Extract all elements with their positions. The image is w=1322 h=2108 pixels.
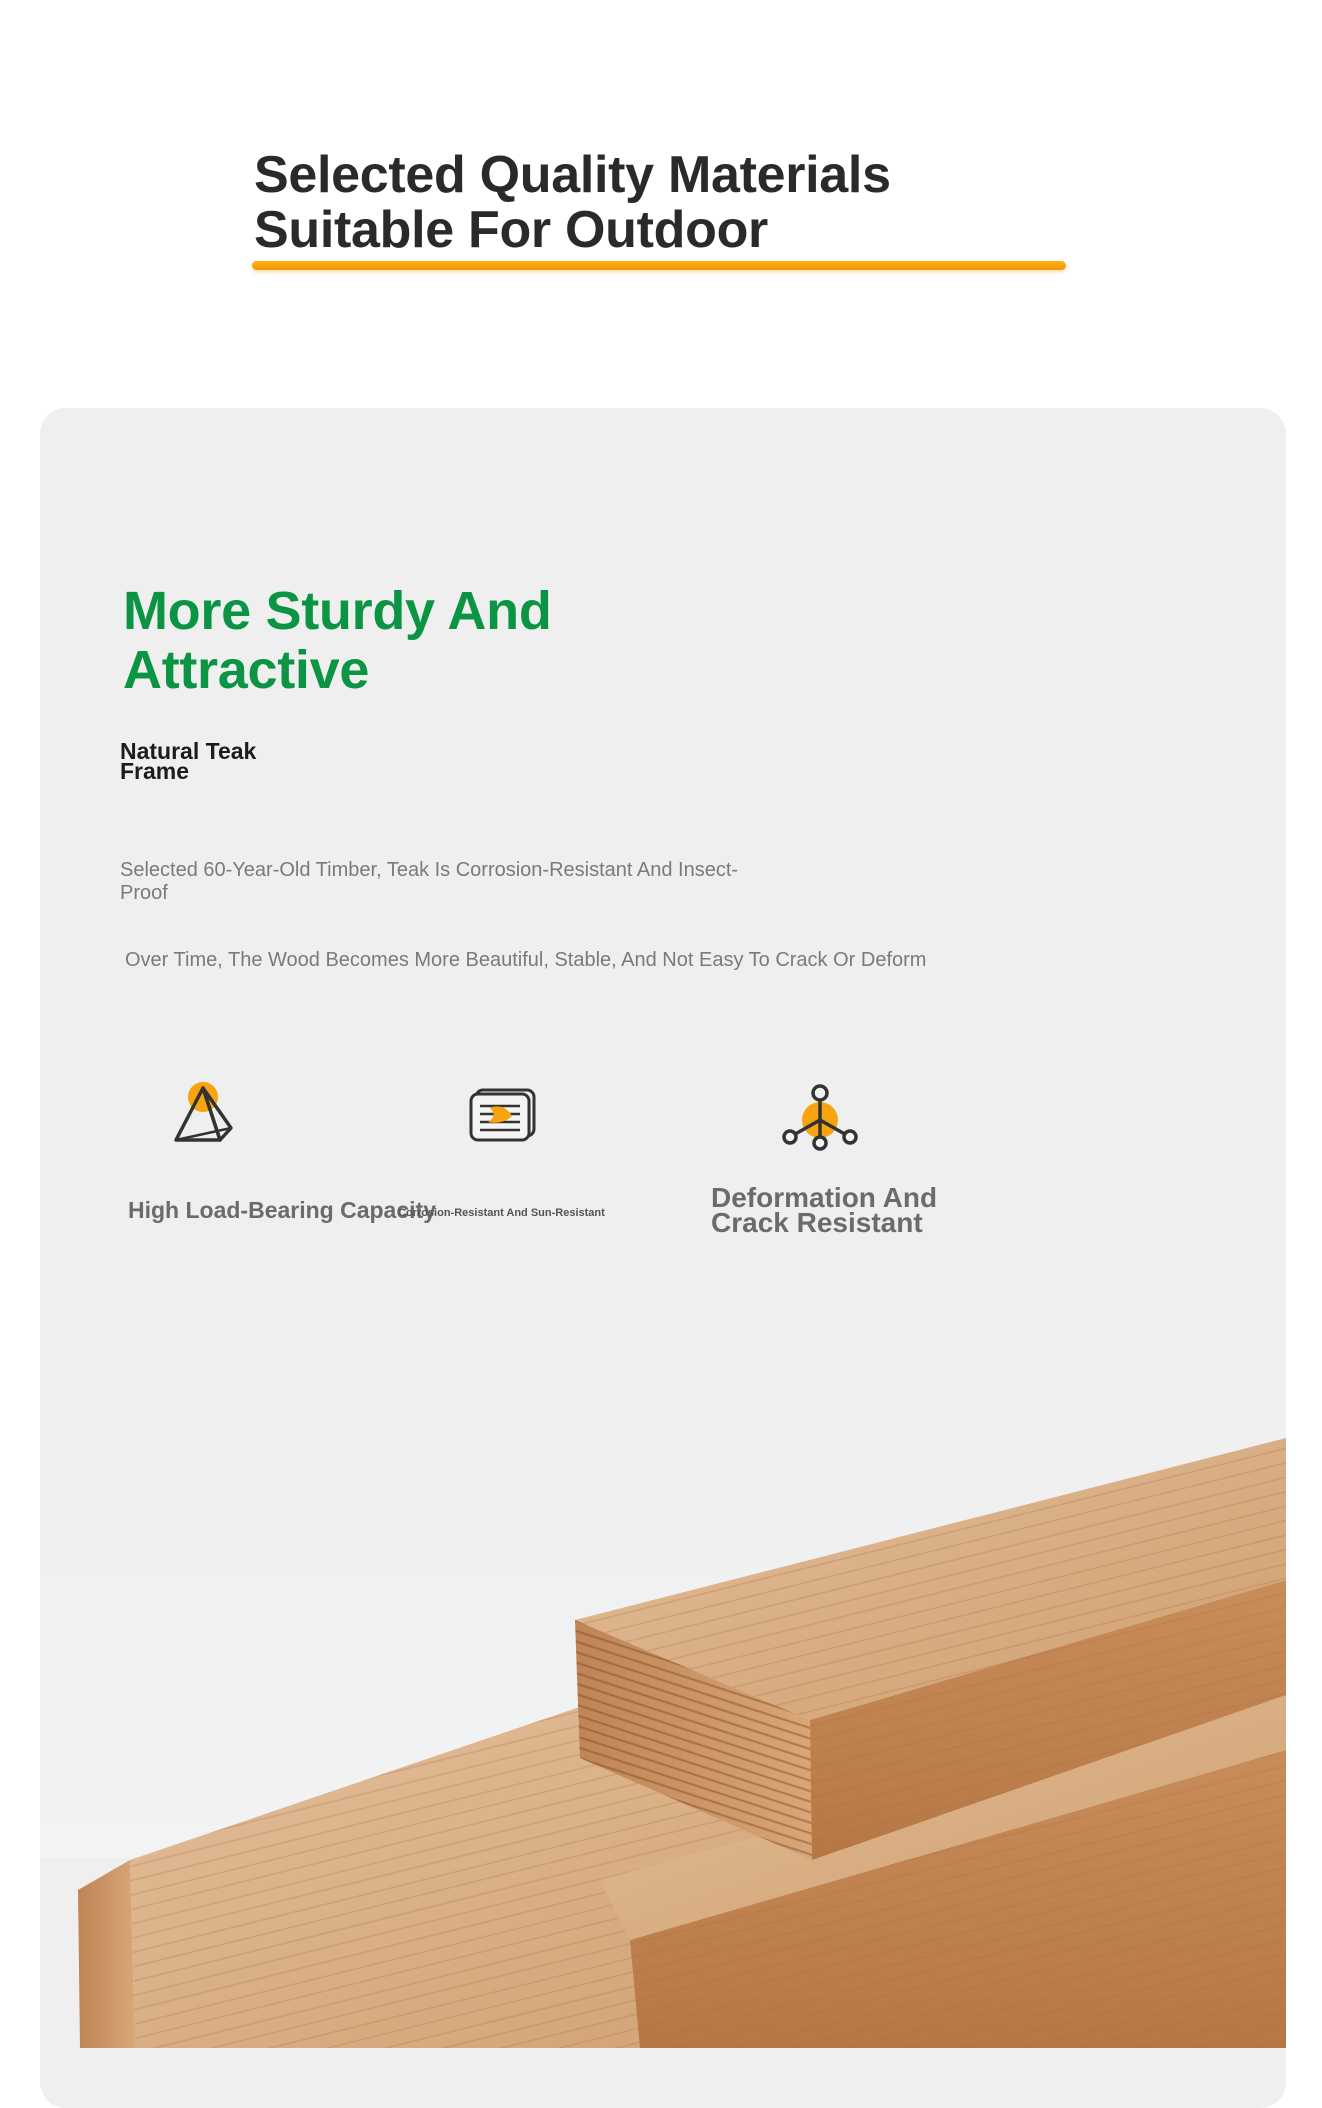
pyramid-icon xyxy=(168,1078,238,1148)
page-title: Selected Quality Materials Suitable For Outdoor xyxy=(254,146,891,259)
title-underline xyxy=(252,261,1066,270)
feature-label-load: High Load-Bearing Capacity xyxy=(128,1197,436,1223)
feature-label-deformation: Deformation And Crack Resistant xyxy=(711,1182,938,1238)
section-subhead: Natural Teak Frame xyxy=(120,738,257,784)
description-aging: Over Time, The Wood Becomes More Beautiful, Stable, And Not Easy To Crack Or Deform xyxy=(125,949,927,971)
description-timber: Selected 60-Year-Old Timber, Teak Is Corrosion-Resistant And Insect-Proof xyxy=(120,859,739,904)
network-nodes-icon xyxy=(780,1080,860,1152)
feature-label-corrosion: Corrosion-Resistant And Sun-Resistant xyxy=(398,1207,605,1219)
section-headline: More Sturdy And Attractive xyxy=(123,581,552,700)
wood-planks-image xyxy=(40,1420,1286,2048)
panel-layers-icon xyxy=(468,1086,538,1142)
